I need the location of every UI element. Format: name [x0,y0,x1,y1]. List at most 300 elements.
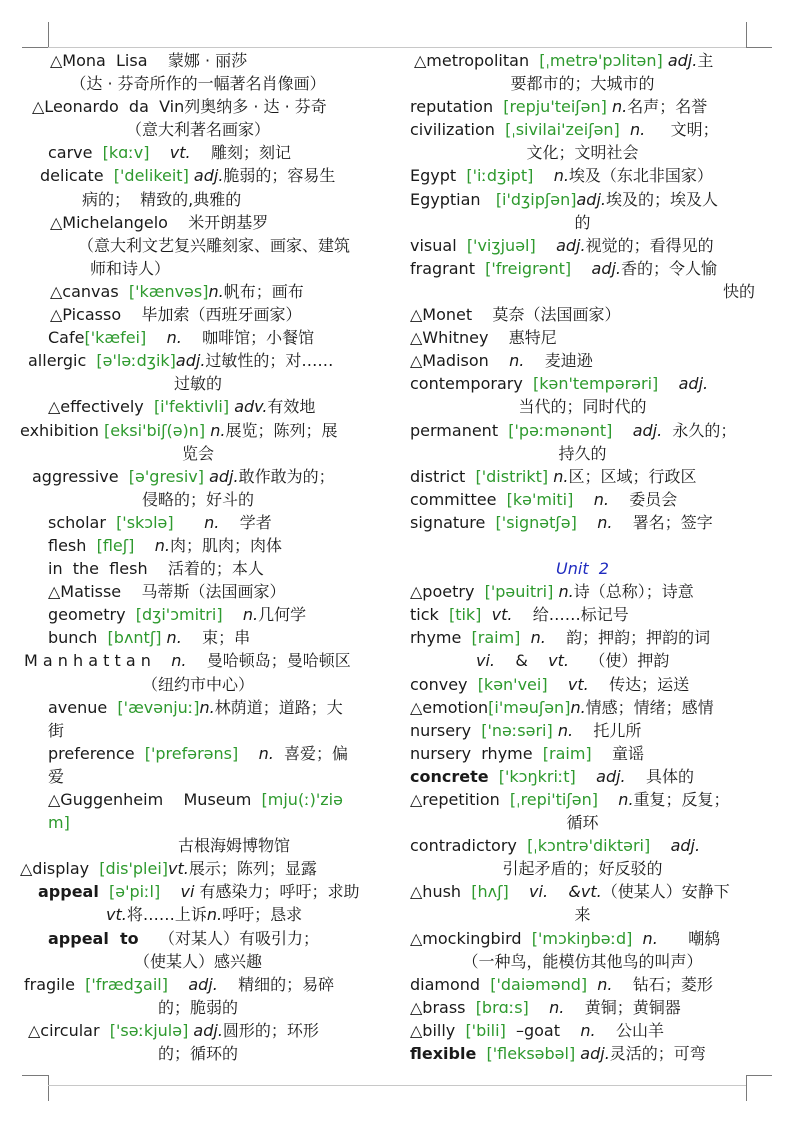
entry-text [149,143,169,162]
entry-text: 嘲鸫 [657,928,721,948]
phonetic: [kɑːv] [102,143,150,163]
vocab-line [410,349,755,372]
entry-text [223,605,243,624]
part-of-speech: n. [629,120,646,140]
phonetic: [hʌʃ] [471,882,509,902]
entry-text: 给……标记号 [512,605,629,625]
vocab-line [410,164,755,187]
part-of-speech: adj. [188,974,218,994]
vocab-line [18,696,378,719]
vocab-line [18,372,378,395]
entry-text: 喜爱；偏 [273,743,348,763]
entry-text [620,120,630,139]
phonetic: ['kæfei] [84,328,147,348]
part-of-speech: n. [206,905,223,925]
entry-text [489,767,499,786]
part-of-speech: adj. [667,51,698,70]
phonetic: ['kænvəs] [128,281,209,301]
part-of-speech: adj. [670,836,701,856]
vocab-line [410,927,755,950]
phonetic: [raim] [471,628,521,648]
entry-text: △Matisse 马蒂斯（法国画家） [48,582,286,602]
vocab-line [18,719,378,742]
vocab-line [18,488,378,511]
entry-text: 视觉的；看得见的 [585,235,714,255]
vocab-line [18,788,378,811]
entry-text: （达 · 芬奇所作的一幅著名肖像画） [70,74,326,94]
part-of-speech: n. [171,651,187,671]
entry-text [134,536,154,555]
entry-text: avenue [48,697,118,717]
entry-text: convey [410,674,478,694]
entry-text: rhyme [410,628,472,648]
entry-text [548,882,568,901]
phonetic: ['kɔŋkriːt] [498,766,576,786]
vocab-line [18,880,378,903]
part-of-speech: adj. [193,166,224,186]
part-of-speech: adj. [175,351,206,371]
phonetic: ['səːkjulə] [109,1020,189,1040]
part-of-speech: adj. [580,1044,610,1064]
phonetic: ['iːdʒipt] [466,166,534,186]
entry-text: bunch [48,628,108,648]
vocab-line [410,903,755,926]
entry-text: 的；循环的 [157,1044,238,1064]
entry-text [520,628,530,647]
vocab-line [18,188,378,211]
entry-text: 香的；令人愉 [621,258,718,278]
entry-text [533,166,553,185]
part-of-speech: vt. [106,905,127,925]
entry-text: 的 [574,212,591,232]
phonetic: [repju'teiʃən] [503,97,607,117]
entry-text: （使某人）安静下 [601,882,730,902]
entry-text [632,929,642,948]
entry-text: fragile [24,974,86,994]
vocab-line [410,326,755,349]
vocab-line [18,419,378,442]
vocab-line [18,649,378,672]
entry-text: diamond [410,974,491,994]
vocab-line [18,141,378,164]
vocab-line [18,673,378,696]
vocab-line [410,234,755,257]
vocab-line [410,811,755,834]
entry-text: △billy [410,1020,466,1040]
entry-text: 传达；运送 [588,674,690,694]
entry-text: signature [410,512,496,532]
part-of-speech: adj. [678,374,709,394]
vocab-line [18,557,378,580]
vocab-line [410,211,755,234]
part-of-speech: n. [210,420,226,440]
entry-text: & [495,651,549,671]
entry-text: 几何学 [258,605,307,625]
vocab-line [18,234,378,257]
entry-text: 林荫道；道路；大 [214,697,343,717]
headword-bold: flexible [410,1044,477,1064]
phonetic: [ˌsivilai'zeiʃən] [505,120,620,140]
entry-text [529,998,549,1017]
entry-text: 古根海姆博物馆 [178,836,291,856]
part-of-speech: n. [642,928,658,948]
entry-text: （意大利文艺复兴雕刻家、画家、建筑 [78,235,351,255]
phonetic: ['frædʒail] [85,974,168,994]
entry-text: 束；串 [181,628,251,648]
phonetic: [eksi'biʃ(ə)n] [103,420,206,440]
vocab-line [410,673,755,696]
vocab-line [410,742,755,765]
entry-text [238,744,258,763]
phonetic: ['pəuitri] [484,582,554,602]
part-of-speech: adj. [556,235,586,255]
crop-mark-top-right-horizontal [746,47,772,48]
vocab-line [410,649,755,672]
entry-text: 学者 [219,512,272,532]
vocab-line [18,49,378,72]
vocab-line [18,996,378,1019]
vocab-line [410,973,755,996]
entry-text [481,605,491,624]
entry-text: committee [410,489,507,509]
entry-text [573,490,593,509]
vocab-line [18,1019,378,1042]
phonetic: ['viʒjuəl] [466,235,536,255]
part-of-speech: n. [558,582,574,602]
entry-text [571,259,591,278]
entry-text: △brass [410,997,476,1017]
phonetic: ['mɔkiŋbəːd] [531,928,633,948]
entry-text [509,882,529,901]
entry-text: （使某人）感兴趣 [133,951,262,971]
entry-text [174,513,205,532]
entry-text: 委员会 [608,489,678,509]
entry-text: 精细的；易碎 [217,974,335,994]
entry-text: 主 [697,51,714,70]
entry-text: 永久的； [662,420,737,440]
entry-text: 将……上诉 [126,905,207,925]
crop-mark-top-right-vertical [746,22,747,48]
entry-text [577,513,597,532]
part-of-speech: n. [199,697,215,717]
entry-text: permanent [410,420,509,440]
crop-mark-bottom-left-vertical [48,1075,49,1101]
entry-text: tick [410,605,449,625]
entry-text: （使）押韵 [569,651,670,671]
vocab-line [18,580,378,603]
vocab-line [410,950,755,973]
phonetic: [dʒi'ɔmitri] [135,605,223,625]
phonetic: [tik] [448,605,482,625]
part-of-speech: n. [553,466,569,486]
part-of-speech: adj. [632,420,663,440]
entry-text: （意大利著名画家） [125,120,270,140]
vocab-line [410,719,755,742]
entry-text: △display [20,859,100,879]
vocab-line [410,442,755,465]
entry-text: 文化；文明社会 [526,143,639,163]
entry-text: △circular [28,1020,110,1040]
vocab-line [410,1042,755,1065]
vocab-line [410,488,755,511]
entry-text [658,374,678,393]
vocab-line [410,996,755,1019]
entry-text: 爱 [48,766,65,786]
entry-text: visual [410,235,467,255]
entry-text: 情感；情绪；感情 [585,697,714,717]
phonetic: ['delikeit] [113,166,189,186]
entry-text: △mockingbird [410,928,532,948]
phonetic: ['daiəmənd] [490,974,588,994]
vocabulary-column-left [18,49,378,1065]
entry-text [598,790,618,809]
vocab-line [410,72,755,95]
entry-text: 展示；陈列；显露 [188,859,317,879]
part-of-speech: n. [154,535,170,555]
phonetic: [bʌntʃ] [107,628,162,648]
entry-text: 钻石；菱形 [612,974,713,994]
vocab-line [18,349,378,372]
entry-text: 名声；名誉 [627,97,708,117]
part-of-speech: adj. [576,189,606,209]
entry-text: –goat [505,1020,581,1040]
part-of-speech: n. [530,628,546,648]
vocab-line [18,603,378,626]
vocab-line [18,118,378,141]
entry-text: 文明； [645,120,719,140]
phonetic: [ˌkɔntrə'diktəri] [527,836,651,856]
vocab-line [410,880,755,903]
entry-text: △canvas [50,281,129,301]
entry-text: △metropolitan [414,51,540,70]
part-of-speech: n. [597,512,613,532]
entry-text: △Leonardo da Vin列奥纳多 · 达 · 芬奇 [32,97,327,117]
vocab-line [18,626,378,649]
part-of-speech: n. [570,697,586,717]
entry-text: aggressive [32,466,129,486]
entry-text: 埃及（东北非国家） [568,166,713,186]
part-of-speech: vi [180,882,195,902]
entry-text: 韵；押韵；押韵的词 [545,628,711,648]
vocab-line [18,903,378,926]
phonetic: [dis'plei] [99,859,169,879]
phonetic: ['fleksəbəl] [486,1044,576,1064]
vocab-line [18,395,378,418]
entry-text: 肉；肌肉；肉体 [169,535,282,555]
phonetic: ['skɔlə] [116,512,174,532]
phonetic: ['prefərəns] [144,743,239,763]
entry-text [576,767,596,786]
part-of-speech: vt. [169,143,191,163]
phonetic: [brɑːs] [475,997,529,1017]
vocab-line [410,626,755,649]
vocab-line [410,419,755,442]
part-of-speech: adj. [209,466,239,486]
vocab-line [18,1042,378,1065]
phonetic: ['ævənjuː] [117,697,200,717]
phonetic: ['distrikt] [475,466,549,486]
part-of-speech: vi. [529,882,549,902]
entry-text [99,882,109,901]
crop-mark-bottom-right-horizontal [746,1075,772,1076]
vocab-line [18,973,378,996]
phonetic: [ə'ləːdʒik] [96,351,176,371]
phonetic: ['nəːsəri] [481,720,553,740]
entry-text: 咖啡馆；小餐馆 [181,328,315,348]
entry-text: 脆弱的；容易生 [223,166,336,186]
entry-text: Cafe [48,328,85,348]
entry-text: nursery [410,720,482,740]
entry-text [146,328,166,347]
entry-text: 托儿所 [573,720,642,740]
entry-text: 公山羊 [595,1020,664,1040]
entry-text: 灵活的；可弯 [609,1044,706,1064]
headword-bold: appeal to [48,928,139,948]
entry-text: 童谣 [591,743,645,763]
phonetic: ['signətʃə] [495,512,577,532]
part-of-speech: n. [557,720,574,740]
entry-text: 帆布；画布 [223,281,304,301]
entry-text: 圆形的；环形 [222,1020,319,1040]
entry-text [536,236,556,255]
footer-rule [48,1085,746,1086]
entry-text: （纽约市中心） [141,674,254,694]
vocab-line [18,534,378,557]
vocab-line [18,164,378,187]
entry-text: M a n h a t t a n [24,651,172,671]
entry-text: delicate [40,166,114,186]
vocab-line [18,765,378,788]
part-of-speech: n. [618,790,634,809]
entry-text: 师和诗人） [90,258,171,278]
phonetic: [i'fektivli] [153,397,230,417]
entry-text: district [410,466,476,486]
vocab-line [410,372,755,395]
entry-text [650,836,670,855]
phonetic: ['bili] [465,1020,506,1040]
entry-text: 病的； 精致的,典雅的 [82,189,242,209]
vocab-line [410,557,755,580]
vocab-line [18,834,378,857]
vocab-line [18,442,378,465]
vocab-line [18,95,378,118]
entry-text: 要都市的；大城市的 [510,74,655,94]
vocab-line [410,95,755,118]
entry-text [548,675,568,694]
part-of-speech: n. [580,1020,596,1040]
entry-text: 过敏性的；对…… [205,351,334,371]
vocab-line [410,1019,755,1042]
vocab-line [18,742,378,765]
entry-text: 侵略的；好斗的 [141,489,254,509]
entry-text: 有效地 [267,397,316,417]
vocabulary-column-right [410,49,755,1065]
entry-text [612,421,632,440]
headword-bold: concrete [410,766,489,786]
part-of-speech: adj. [591,258,622,278]
vocab-line [18,211,378,234]
phonetic: [i'dʒipʃən] [495,189,577,209]
vocab-line [18,326,378,349]
entry-text: civilization [410,120,506,140]
phonetic: [ə'piːl] [109,882,161,902]
vocab-line [410,465,755,488]
entry-text: △Monet 莫奈（法国画家） [410,305,621,325]
phonetic: ['freigrənt] [485,258,572,278]
vocab-line [18,511,378,534]
entry-text: 街 [48,720,65,740]
entry-text: reputation [410,97,504,117]
crop-mark-bottom-right-vertical [746,1075,747,1101]
vocab-line [18,857,378,880]
entry-text: 重复；反复； [633,790,730,809]
crop-mark-bottom-left-horizontal [22,1075,48,1076]
vocab-line [18,811,378,834]
part-of-speech: vt. [491,605,513,625]
part-of-speech: n. [166,328,182,348]
entry-text: 雕刻；刻记 [190,143,291,163]
vocab-line [410,834,755,857]
vocab-line [410,580,755,603]
entry-text [168,975,188,994]
phonetic: [i'məuʃən] [488,697,571,717]
entry-text: 黄铜；黄铜器 [564,997,681,1017]
phonetic: [fleʃ] [96,535,135,555]
entry-text: geometry [48,605,136,625]
crop-mark-top-left-horizontal [22,47,48,48]
part-of-speech: vt. [548,651,569,671]
phonetic: [ˌrepi'tiʃən] [509,790,598,809]
part-of-speech: adj. [596,766,626,786]
entry-text: 快的 [722,281,755,301]
entry-text: 具体的 [625,766,694,786]
entry-text: 循环 [566,813,599,833]
entry-text: nursery rhyme [410,743,543,763]
entry-text: 持久的 [558,443,607,463]
crop-mark-top-left-vertical [48,22,49,48]
entry-text [476,1044,486,1063]
entry-text: △effectively [48,397,154,417]
vocab-line [18,465,378,488]
entry-text: △hush [410,882,472,902]
entry-text: 来 [574,905,591,925]
entry-text: 有感染力；呼吁；求助 [194,882,360,902]
entry-text: carve [48,143,103,163]
vocab-line [18,950,378,973]
part-of-speech: vt. [168,859,189,879]
entry-text: △Whitney 惠特尼 [410,328,557,348]
vocab-line [18,72,378,95]
vocab-line [410,603,755,626]
part-of-speech: n. [242,605,259,625]
entry-text: 埃及的；埃及人 [606,189,719,209]
entry-text: 诗（总称）；诗意 [573,582,694,602]
vocab-line [410,49,755,72]
entry-text: Egyptian [410,189,496,209]
entry-text: 署名；签字 [612,512,713,532]
part-of-speech: n. [208,281,224,301]
part-of-speech: adj. [193,1020,223,1040]
entry-text: 曼哈顿岛；曼哈顿区 [186,651,351,671]
part-of-speech: n. [509,351,525,371]
entry-text: △Madison [410,351,510,371]
entry-text: fragrant [410,258,486,278]
vocab-line [410,257,755,280]
part-of-speech: n. [597,974,613,994]
vocab-line [410,141,755,164]
entry-text: （一种鸟，能模仿其他鸟的叫声） [462,951,703,971]
entry-text: 展览；陈列；展 [225,420,338,440]
